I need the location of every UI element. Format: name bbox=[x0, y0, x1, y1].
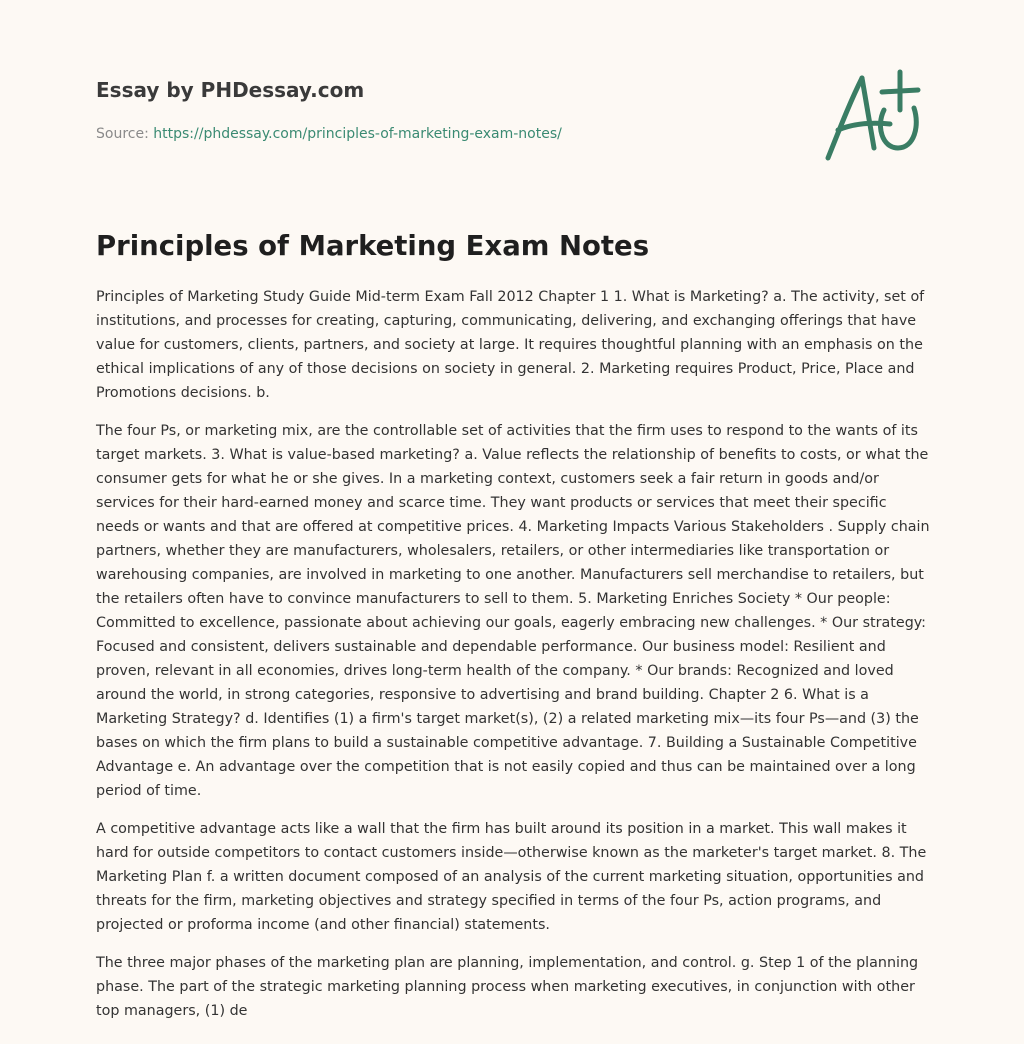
essay-paragraph: The four Ps, or marketing mix, are the controllable set of activities that the firm uses to respond to the wants of its target markets. 3. What is value-based marketing? a. Value reflects the relationship of benefits to costs, or what the consumer gets for what he or she gives. In a marketing context, customers seek a fair return in goods and/or services for their hard-earned money and scarce time. They want products or services that meet their specific needs or wants and that are offered at competitive prices. 4. Marketing Impacts Various Stakeholders . Supply chain partners, whether they are manufacturers, wholesalers, retailers, or other intermediaries like transportation or warehousing companies, are involved in marketing to one another. Manufacturers sell merchandise to retailers, but the retailers often have to convince manufacturers to sell to them. 5. Marketing Enriches Society * Our people: Committed to excellence, passionate about achieving our goals, eagerly embracing new challenges. * Our strategy: Focused and consistent, delivers sustainable and dependable performance. Our business model: Resilient and proven, relevant in all economies, drives long-term health of the company. * Our brands: Recognized and loved around the world, in strong categories, responsive to advertising and brand building. Chapter 2 6. What is a Marketing Strategy? d. Identifies (1) a firm's target market(s), (2) a related marketing mix—its four Ps—and (3) the bases on which the firm plans to build a sustainable competitive advantage. 7. Building a Sustainable Competitive Advantage e. An advantage over the competition that is not easily copied and thus can be maintained over a long period of time. bbox=[96, 423, 930, 799]
essay-paragraph: The three major phases of the marketing plan are planning, implementation, and control. g. Step 1 of the planning phase. The part of the strategic marketing planning process when marketing executives, in conjunction with other top managers, (1) de bbox=[96, 955, 919, 1019]
source-line bbox=[96, 124, 796, 144]
essay-paragraph: Principles of Marketing Study Guide Mid-term Exam Fall 2012 Chapter 1 1. What is Marketing? a. The activity, set of institutions, and processes for creating, capturing, communicating, delivering, and exchanging offerings that have value for customers, clients, partners, and society at large. It requires thoughtful planning with an emphasis on the ethical implications of any of those decisions on society in general. 2. Marketing requires Product, Price, Place and Promotions decisions. b. bbox=[96, 289, 925, 401]
essay-paragraph: A competitive advantage acts like a wall that the firm has built around its position in a market. This wall makes it hard for outside competitors to contact customers inside—otherwise known as the marketer's target market. 8. The Marketing Plan f. a written document composed of an analysis of the current marketing situation, opportunities and threats for the firm, marketing objectives and strategy specified in terms of the four Ps, action programs, and projected or proforma income (and other financial) statements. bbox=[96, 821, 927, 933]
site-brand: Essay by PHDessay.com bbox=[96, 78, 365, 102]
essay-title: Principles of Marketing Exam Notes bbox=[96, 230, 650, 262]
essay-header bbox=[96, 76, 796, 144]
source-link[interactable]: https://phdessay.com/principles-of-marketing-exam-notes/ bbox=[153, 126, 562, 142]
source-label: Source: bbox=[96, 126, 149, 142]
a-plus-logo-icon bbox=[818, 66, 930, 166]
essay-body bbox=[96, 285, 932, 1037]
